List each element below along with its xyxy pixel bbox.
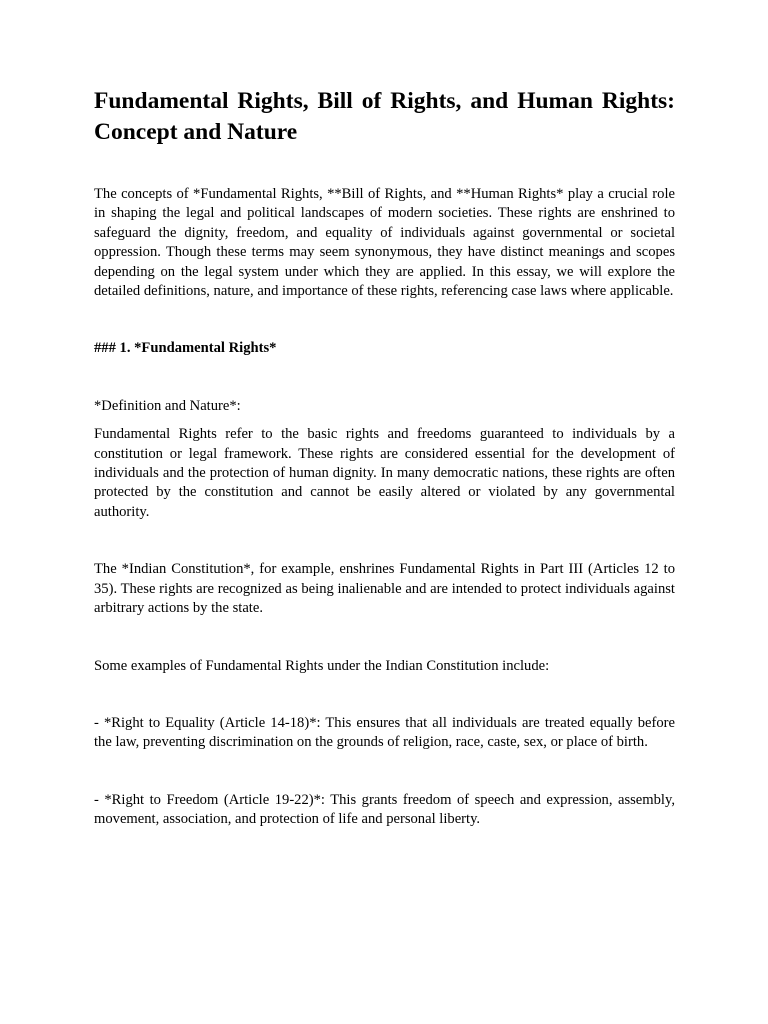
definition-paragraph: Fundamental Rights refer to the basic rights and freedoms guaranteed to individuals by a constitution or legal framework. These rights are considered essential for the development of individuals and the protection of human dignity. In many democratic nations, these rights are often protected by the constitution and cannot be easily altered or violated by any governmental authority. — [94, 426, 675, 520]
list-item-right-to-freedom: - *Right to Freedom (Article 19-22)*: This grants freedom of speech and expression, assembly, movement, association, and protection of life and personal liberty. — [94, 791, 675, 828]
document-title: Fundamental Rights, Bill of Rights, and Human Rights: Concept and Nature — [94, 88, 675, 145]
section-1-heading: ### 1. *Fundamental Rights* — [94, 340, 277, 357]
intro-paragraph: The concepts of *Fundamental Rights, **Bill of Rights, and **Human Rights* play a crucial role in shaping the legal and political landscapes of modern societies. These rights are enshrined to safeguard the dignity, freedom, and equality of individuals against governmental or societal oppression. Though these terms may seem synonymous, they have distinct meanings and scopes depending on the legal system under which they are applied. In this essay, we will explore the detailed definitions, nature, and importance of these rights, referencing case laws where applicable. — [94, 186, 675, 300]
document-page — [94, 86, 675, 830]
examples-intro-paragraph: Some examples of Fundamental Rights under the Indian Constitution include: — [94, 657, 550, 674]
indian-constitution-paragraph: The *Indian Constitution*, for example, enshrines Fundamental Rights in Part III (Articles 12 to 35). These rights are recognized as being inalienable and are intended to protect individuals against arbitrary actions by the state. — [94, 561, 675, 617]
list-item-right-to-equality: - *Right to Equality (Article 14-18)*: This ensures that all individuals are treated equally before the law, preventing discrimination on the grounds of religion, race, caste, sex, or place of birth. — [94, 714, 675, 751]
definition-subheading: *Definition and Nature*: — [94, 397, 241, 414]
